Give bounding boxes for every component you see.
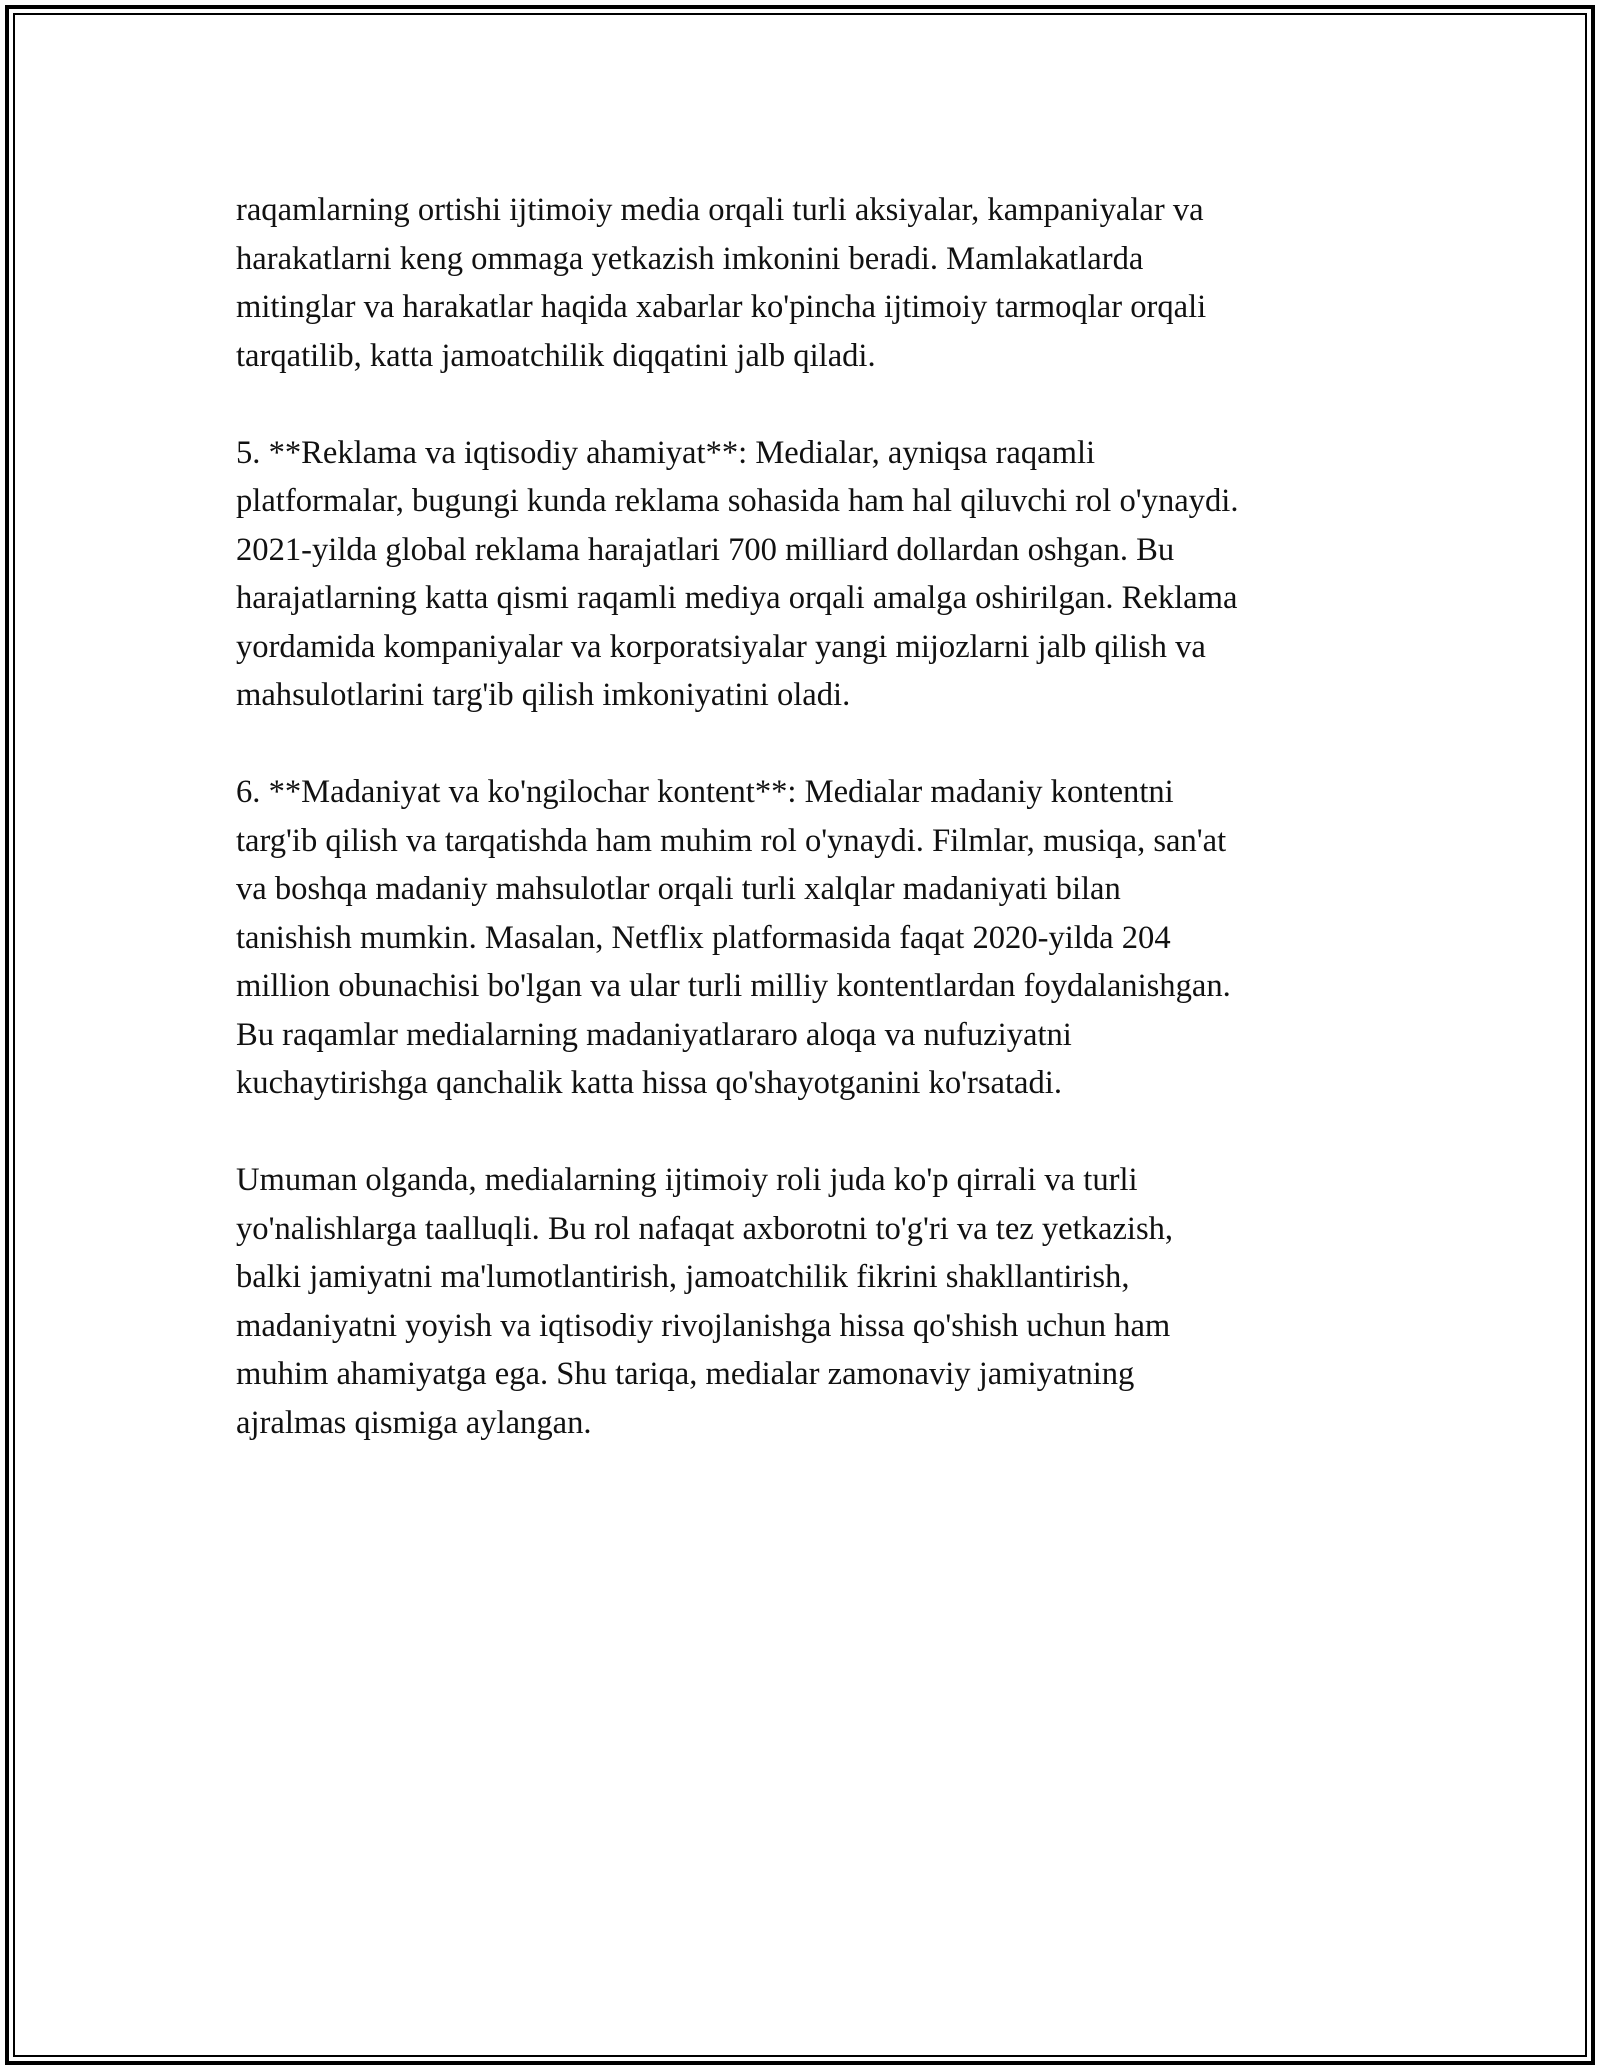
text-line: balki jamiyatni ma'lumotlantirish, jamoatchilik fikrini shakllantirish, [236, 1259, 1130, 1295]
text-line: harakatlarni keng ommaga yetkazish imkonini beradi. Mamlakatlarda [236, 240, 1144, 277]
paragraph-advertising [236, 429, 1386, 720]
text-line: madaniyatni yoyish va iqtisodiy rivojlanishga hissa qo'shish uchun ham [236, 1307, 1171, 1344]
text-line: tarqatilib, katta jamoatchilik diqqatini jalb qiladi. [236, 337, 876, 374]
text-line: muhim ahamiyatga ega. Shu tariqa, medialar zamonaviy jamiyatning [236, 1356, 1135, 1392]
text-line: platformalar, bugungi kunda reklama sohasida ham hal qiluvchi rol o'ynaydi. [236, 483, 1239, 519]
document-body [236, 186, 1386, 1496]
paragraph-conclusion [236, 1156, 1386, 1447]
text-line: va boshqa madaniy mahsulotlar orqali turli xalqlar madaniyati bilan [236, 871, 1121, 907]
text-line: 6. **Madaniyat va ko'ngilochar kontent**: Medialar madaniy kontentni [236, 774, 1174, 810]
text-line: harajatlarning katta qismi raqamli mediya orqali amalga oshirilgan. Reklama [236, 580, 1238, 616]
text-line: targ'ib qilish va tarqatishda ham muhim rol o'ynaydi. Filmlar, musiqa, san'at [236, 822, 1227, 859]
text-line: million obunachisi bo'lgan va ular turli milliy kontentlardan foydalanishgan. [236, 968, 1231, 1004]
text-line: ajralmas qismiga aylangan. [236, 1404, 592, 1441]
text-line: yordamida kompaniyalar va korporatsiyalar yangi mijozlarni jalb qilish va [236, 628, 1206, 665]
paragraph-social-campaigns [236, 186, 1386, 380]
text-line: Umuman olganda, medialarning ijtimoiy roli juda ko'p qirrali va turli [236, 1162, 1138, 1198]
text-line: Bu raqamlar medialarning madaniyatlararo aloqa va nufuziyatni [236, 1016, 1072, 1053]
text-line: yo'nalishlarga taalluqli. Bu rol nafaqat axborotni to'g'ri va tez yetkazish, [236, 1210, 1174, 1247]
text-line: kuchaytirishga qanchalik katta hissa qo'shayotganini ko'rsatadi. [236, 1065, 1062, 1101]
text-line: mitinglar va harakatlar haqida xabarlar ko'pincha ijtimoiy tarmoqlar orqali [236, 289, 1207, 325]
text-line: mahsulotlarini targ'ib qilish imkoniyatini oladi. [236, 677, 851, 713]
text-line: tanishish mumkin. Masalan, Netflix platformasida faqat 2020-yilda 204 [236, 919, 1171, 956]
text-line: raqamlarning ortishi ijtimoiy media orqali turli aksiyalar, kampaniyalar va [236, 192, 1204, 228]
paragraph-culture-entertainment [236, 768, 1386, 1108]
text-line: 5. **Reklama va iqtisodiy ahamiyat**: Medialar, ayniqsa raqamli [236, 434, 1096, 471]
text-line: 2021-yilda global reklama harajatlari 700 milliard dollardan oshgan. Bu [236, 531, 1175, 568]
